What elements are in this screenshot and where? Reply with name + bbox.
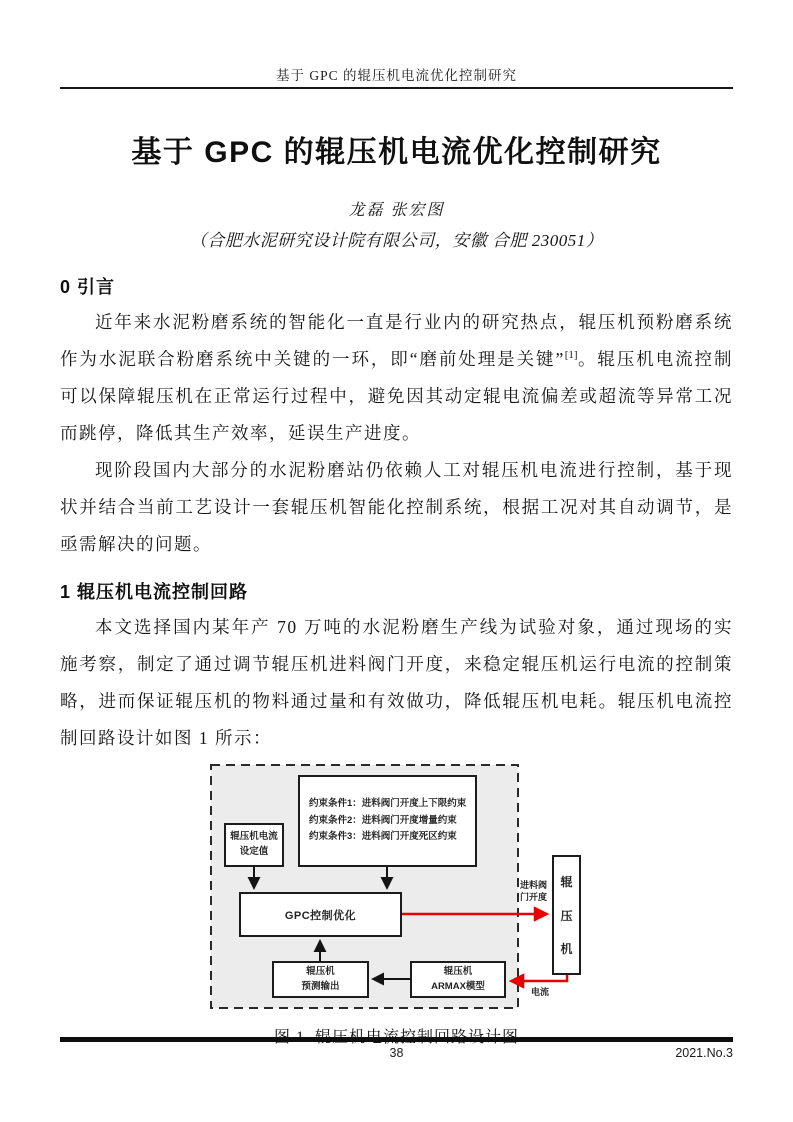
gpc-optimization-box: GPC控制优化	[239, 892, 402, 937]
setpoint-box-line2: 设定值	[239, 846, 269, 857]
page-number: 38	[389, 1045, 404, 1060]
running-header	[60, 0, 733, 89]
section-heading-intro: 0 引言	[60, 277, 116, 297]
citation-ref-1: [1]	[564, 349, 578, 362]
intro-paragraph-1-cont: 。辊压机电流控制可以保障辊压机在正常运行过程中，避免因其动定辊电流偏差或超流等异常工况而跳停，降低其生产效率，延误生产进度。	[60, 349, 733, 443]
armax-model-line2: ARMAX模型	[431, 980, 485, 992]
roller-press-char1: 辊	[560, 875, 573, 890]
authors-line: 龙磊 张宏图	[348, 202, 445, 219]
roller-press-box	[552, 855, 581, 975]
affiliation-line: （合肥水泥研究设计院有限公司，安徽 合肥 230051）	[189, 231, 604, 250]
intro-paragraph-2: 现阶段国内大部分的水泥粉磨站仍依赖人工对辊压机电流进行控制，基于现状并结合当前工艺设计一套辊压机智能化控制系统，根据工况对其自动调节，是亟需解决的问题。	[60, 460, 733, 554]
running-head-text: 基于 GPC 的辊压机电流优化控制研究	[275, 68, 517, 83]
setpoint-box-line1: 辊压机电流	[230, 831, 278, 843]
constraints-box	[298, 775, 477, 867]
constraint-line-1: 约束条件1：进料阀门开度上下限约束	[309, 798, 467, 810]
arrow-current-feedback	[511, 975, 567, 981]
armax-model-box	[410, 961, 506, 998]
armax-model-line1: 辊压机	[443, 966, 473, 978]
predict-output-line2: 预测输出	[301, 980, 340, 992]
valve-opening-label	[520, 879, 547, 903]
constraint-line-2: 约束条件2：进料阀门开度增量约束	[309, 814, 457, 826]
intro-paragraph-1	[60, 304, 733, 452]
valve-opening-label-line2: 门开度	[520, 892, 548, 903]
setpoint-box	[224, 823, 284, 867]
section-heading-control-loop: 1 辊压机电流控制回路	[60, 582, 249, 602]
article-title: 基于 GPC 的辊压机电流优化控制研究	[131, 136, 662, 169]
control-loop-diagram	[60, 761, 733, 1014]
intro-paragraph-1-text: 近年来水泥粉磨系统的智能化一直是行业内的研究热点，辊压机预粉磨系统作为水泥联合粉磨系统中关键的一环，即“磨前处理是关键”	[60, 312, 733, 369]
constraint-line-3: 约束条件3：进料阀门开度死区约束	[309, 831, 457, 843]
current-label: 电流	[531, 987, 550, 997]
predict-output-line1: 辊压机	[306, 966, 335, 978]
figure-1	[60, 761, 733, 1047]
roller-press-char3: 机	[560, 941, 573, 956]
footer-rule	[60, 1037, 733, 1042]
valve-opening-label-line1: 进料阀	[520, 880, 548, 890]
footer-row	[60, 1046, 733, 1060]
loop-paragraph-1: 本文选择国内某年产 70 万吨的水泥粉磨生产线为试验对象，通过现场的实施考察，制定了通过调节辊压机进料阀门开度，来稳定辊压机运行电流的控制策略，进而保证辊压机的物料通过量和有效做功，降低辊压机电耗。辊压机电流控制回路设计如图 1 所示：	[60, 617, 733, 748]
predict-output-box	[272, 961, 369, 998]
page-footer	[60, 1037, 733, 1060]
roller-press-char2: 压	[560, 908, 573, 923]
issue-label: 2021.No.3	[675, 1045, 733, 1060]
